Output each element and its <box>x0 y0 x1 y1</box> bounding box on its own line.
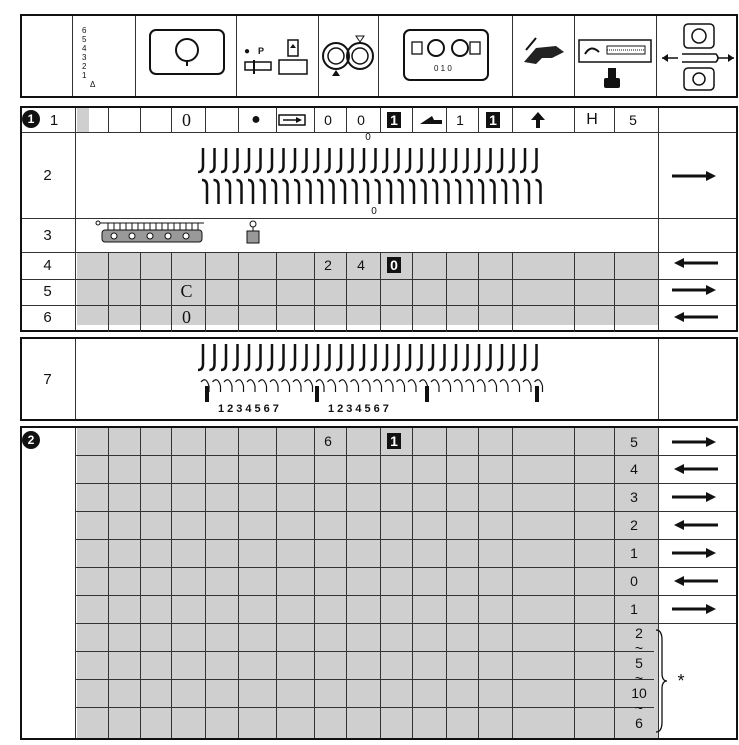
needle-number: 7 <box>272 403 282 415</box>
needle-bottom <box>352 180 357 204</box>
needle-bottom <box>248 180 253 204</box>
s2-c9: 6 <box>324 433 332 449</box>
row-label-6: 6 <box>43 308 52 326</box>
needle-top <box>520 344 525 370</box>
stitch-loop <box>362 380 370 392</box>
needle-number: 7 <box>382 403 392 415</box>
needle-top <box>348 344 353 370</box>
needle-bottom <box>202 180 207 204</box>
arrow-left-s2-4 <box>672 519 718 531</box>
needle-number: 2 <box>337 403 347 415</box>
stitch-loop <box>374 380 382 392</box>
needle-top <box>325 344 330 370</box>
stitch-loop <box>454 380 462 392</box>
bottom-needle <box>425 386 429 402</box>
row4-c10: 4 <box>357 257 365 273</box>
p-lever-icon: ● P <box>244 46 274 86</box>
row-label-7: 7 <box>43 370 52 388</box>
needle-bottom <box>317 180 322 204</box>
needle-top <box>474 344 479 370</box>
needle-bottom <box>444 180 449 204</box>
s2-row-5: 1 <box>630 545 638 561</box>
bottom-needle <box>315 386 319 402</box>
arrow-right-s2-7 <box>672 603 718 615</box>
needle-top <box>210 148 215 172</box>
sinker-plate-icon <box>577 32 653 98</box>
needle-top <box>394 344 399 370</box>
stitch-loop <box>224 380 232 392</box>
row-label-5: 5 <box>43 282 52 300</box>
needle-top <box>256 344 261 370</box>
stitch-loop <box>282 380 290 392</box>
needle-top <box>440 148 445 172</box>
needle-bottom <box>455 180 460 204</box>
section-marker-1: 1 <box>22 110 40 128</box>
needle-top <box>382 148 387 172</box>
needle-bottom <box>375 180 380 204</box>
dial-number: 6 <box>82 26 87 35</box>
arrow-right-row2 <box>672 170 718 182</box>
row1-c5: 0 <box>182 109 191 130</box>
needle-bottom <box>340 180 345 204</box>
needle-top <box>221 148 226 172</box>
s2-c11-value: 1 <box>387 433 401 449</box>
stitch-loop <box>305 380 313 392</box>
needle-top <box>509 148 514 172</box>
row1-c10: 0 <box>357 112 365 128</box>
needle-top <box>233 148 238 172</box>
needle-bottom <box>524 180 529 204</box>
needle-number: 5 <box>364 403 374 415</box>
row-label-1: 1 <box>49 111 59 129</box>
row2-bottom-mark: 0 <box>371 205 377 217</box>
needle-top <box>463 344 468 370</box>
comb-icon <box>94 220 214 246</box>
needle-top <box>325 148 330 172</box>
row-label-2: 2 <box>43 166 52 184</box>
row6-c5: 0 <box>182 306 191 327</box>
needle-top <box>302 148 307 172</box>
needle-top <box>371 344 376 370</box>
arrow-left-s2-2 <box>672 463 718 475</box>
needle-number: 5 <box>254 403 264 415</box>
arrow-left-s2-6 <box>672 575 718 587</box>
stitch-loop <box>477 380 485 392</box>
needle-top <box>428 148 433 172</box>
needle-top <box>520 148 525 172</box>
stitch-loop <box>523 380 531 392</box>
dial-number: Δ <box>90 80 96 89</box>
stitch-loop <box>489 380 497 392</box>
needle-bottom <box>294 180 299 204</box>
arrow-right-s2-3 <box>672 491 718 503</box>
needle-bottom <box>225 180 230 204</box>
stitch-loop <box>293 380 301 392</box>
needle-top <box>405 344 410 370</box>
needle-bottom <box>409 180 414 204</box>
stitch-loop <box>236 380 244 392</box>
needle-bottom <box>363 180 368 204</box>
needle-bottom <box>432 180 437 204</box>
needle-top <box>198 344 203 370</box>
dial-number: 4 <box>82 44 87 53</box>
row4-c9: 2 <box>324 257 332 273</box>
dual-knob-panel-icon <box>402 28 492 88</box>
needle-bottom <box>271 180 276 204</box>
bottom-needle <box>205 386 209 402</box>
needle-bottom <box>536 180 541 204</box>
needle-number: 1 <box>218 403 228 415</box>
stitch-loop <box>213 380 221 392</box>
needle-top <box>348 148 353 172</box>
row1-c16: H <box>586 111 598 128</box>
needle-top <box>474 148 479 172</box>
s2-row-4: 2 <box>630 517 638 533</box>
row1-c11-value: 1 <box>387 112 401 128</box>
stitch-loop <box>339 380 347 392</box>
stitch-loop <box>431 380 439 392</box>
s2-row-3: 3 <box>630 489 638 505</box>
row1-c11 <box>378 108 410 132</box>
needle-top <box>405 148 410 172</box>
sequence-item: ~ <box>634 670 644 686</box>
needle-top <box>336 148 341 172</box>
bottom-needle <box>535 386 539 402</box>
needle-bottom <box>283 180 288 204</box>
needle-numbers-group-1 <box>218 403 282 415</box>
needle-top <box>302 344 307 370</box>
needle-bottom <box>214 180 219 204</box>
row1-dot: ● <box>251 111 261 128</box>
sequence-item: ~ <box>634 700 644 716</box>
row4-c11-value: 0 <box>387 257 401 273</box>
needle-top <box>221 344 226 370</box>
row1-c9: 0 <box>324 112 332 128</box>
needle-top <box>463 148 468 172</box>
arrow-right-row5 <box>672 284 718 296</box>
dial-number: 3 <box>82 53 87 62</box>
stitch-loop <box>466 380 474 392</box>
needle-bottom <box>260 180 265 204</box>
needle-bottom <box>386 180 391 204</box>
hand-lever-icon <box>522 36 568 68</box>
needle-top <box>279 148 284 172</box>
stitch-loop <box>385 380 393 392</box>
needle-top <box>417 148 422 172</box>
needle-number: 1 <box>328 403 338 415</box>
stitch-loop <box>512 380 520 392</box>
needle-top <box>532 344 537 370</box>
up-arrow-icon <box>530 111 546 129</box>
knob-panel-icon <box>148 28 228 83</box>
ring-switch-icon <box>318 32 378 82</box>
needle-top <box>336 344 341 370</box>
stitch-loop <box>247 380 255 392</box>
stitch-loop <box>500 380 508 392</box>
needle-top <box>428 344 433 370</box>
icon-header <box>20 14 738 98</box>
needle-top <box>313 148 318 172</box>
yarn-feed-icon <box>660 22 736 94</box>
needle-top <box>451 148 456 172</box>
brace-icon <box>654 628 668 734</box>
needle-top <box>290 148 295 172</box>
row1-c13: 1 <box>456 112 464 128</box>
section-marker-2: 2 <box>22 431 40 449</box>
row1-c14-value: 1 <box>486 112 500 128</box>
needle-top <box>290 344 295 370</box>
arrow-left-row6 <box>672 311 718 323</box>
needle-number: 4 <box>355 403 365 415</box>
needle-bottom <box>306 180 311 204</box>
needle-number: 6 <box>263 403 273 415</box>
needle-top <box>532 148 537 172</box>
s2-row-1: 5 <box>630 433 638 450</box>
needle-top <box>394 148 399 172</box>
stitch-loop <box>443 380 451 392</box>
needle-top <box>267 344 272 370</box>
needle-top <box>359 148 364 172</box>
needle-number: 4 <box>245 403 255 415</box>
carriage-right-icon <box>278 113 308 127</box>
stitch-loop <box>351 380 359 392</box>
needle-top <box>244 344 249 370</box>
needle-bottom <box>490 180 495 204</box>
stitch-loop <box>408 380 416 392</box>
needle-bottom <box>513 180 518 204</box>
s2-row-2: 4 <box>630 461 638 477</box>
row-label-4: 4 <box>43 256 52 274</box>
needle-number: 3 <box>236 403 246 415</box>
needle-top <box>486 344 491 370</box>
needle-bottom <box>467 180 472 204</box>
repeat-sequence <box>624 626 654 731</box>
needle-top <box>371 148 376 172</box>
dial-number: 1 <box>82 71 87 80</box>
needle-top <box>417 344 422 370</box>
needle-bottom <box>398 180 403 204</box>
s2-c11 <box>378 428 410 454</box>
needle-top <box>233 344 238 370</box>
sequence-item: 2 <box>635 625 643 641</box>
row1-c14 <box>476 108 510 132</box>
needle-top <box>313 344 318 370</box>
row5-c5: C <box>180 280 193 301</box>
dial-number: 2 <box>82 62 87 71</box>
tension-dial-icon <box>82 26 122 96</box>
needle-bottom <box>329 180 334 204</box>
needle-top <box>497 344 502 370</box>
asterisk: * <box>677 670 685 691</box>
dial-scale: 0 1 0 <box>434 64 452 73</box>
needle-bottom <box>237 180 242 204</box>
needle-number: 6 <box>373 403 383 415</box>
needle-top <box>244 148 249 172</box>
sequence-item: ~ <box>634 640 644 656</box>
weight-icon <box>246 220 260 244</box>
wedge-icon <box>418 114 444 126</box>
needle-number: 3 <box>346 403 356 415</box>
needle-number: 2 <box>227 403 237 415</box>
row2-top-mark: 0 <box>365 131 371 143</box>
arrow-right-s2-1 <box>672 436 718 448</box>
row4-c11 <box>378 252 410 278</box>
needle-top <box>486 148 491 172</box>
needle-bottom <box>421 180 426 204</box>
row-label-3: 3 <box>43 226 52 244</box>
dial-number: 5 <box>82 35 87 44</box>
s2-row-7: 1 <box>630 601 638 617</box>
stitch-loop <box>259 380 267 392</box>
needle-bottom <box>478 180 483 204</box>
needle-top <box>267 148 272 172</box>
sequence-item: 5 <box>635 655 643 671</box>
stitch-loop <box>328 380 336 392</box>
needle-top <box>451 344 456 370</box>
s2-row-6: 0 <box>630 573 638 589</box>
needle-top <box>497 148 502 172</box>
needle-top <box>210 344 215 370</box>
sequence-item: 6 <box>635 715 643 731</box>
needle-top <box>440 344 445 370</box>
carriage-lever-icon <box>276 38 310 84</box>
needle-top <box>256 148 261 172</box>
needle-top <box>359 344 364 370</box>
sequence-item: 10 <box>631 685 647 701</box>
stitch-loop <box>397 380 405 392</box>
needle-top <box>198 148 203 172</box>
needle-top <box>382 344 387 370</box>
stitch-loop <box>270 380 278 392</box>
needle-top <box>279 344 284 370</box>
p-label: P <box>258 46 265 56</box>
needle-numbers-group-2 <box>328 403 392 415</box>
row1-c17: 5 <box>629 112 637 128</box>
needle-bottom <box>501 180 506 204</box>
needle-top <box>509 344 514 370</box>
arrow-left-row4 <box>672 257 718 269</box>
arrow-right-s2-5 <box>672 547 718 559</box>
